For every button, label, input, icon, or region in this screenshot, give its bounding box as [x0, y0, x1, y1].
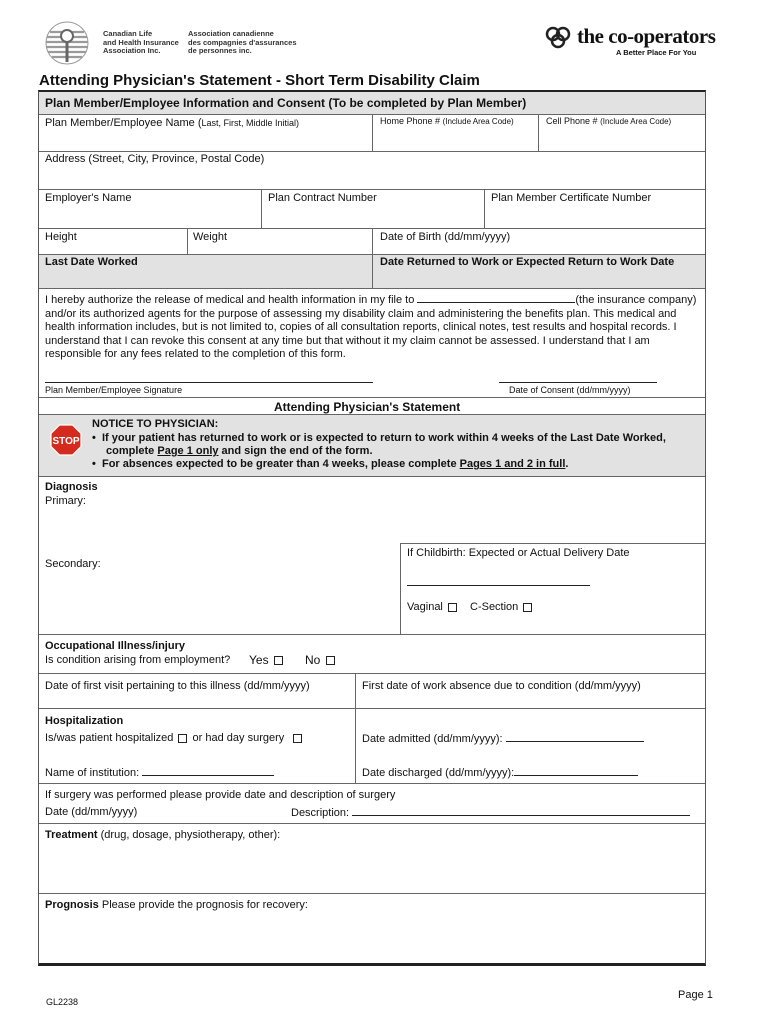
first-visit-field[interactable]: Date of first visit pertaining to this illness (dd/mm/yyyy) — [45, 680, 310, 692]
surgery-description-field[interactable]: Description: — [291, 806, 690, 819]
org-name-french: Association canadienne des compagnies d'assurances de personnes inc. — [188, 29, 297, 55]
brand-tagline: A Better Place For You — [616, 48, 697, 57]
org-name-english: Canadian Life and Health Insurance Association Inc. — [103, 29, 179, 55]
first-absence-field[interactable]: First date of work absence due to condition (dd/mm/yyyy) — [362, 680, 641, 692]
weight-field-label[interactable]: Weight — [193, 231, 228, 243]
notice-bullet-1: • If your patient has returned to work or is expected to return to work within 4 weeks of the Last Date Worked, — [92, 432, 666, 444]
occupational-label: Occupational Illness/injury — [45, 640, 185, 652]
yes-checkbox[interactable]: Yes — [249, 653, 285, 667]
last-date-worked-label[interactable]: Last Date Worked — [45, 256, 138, 268]
institution-field[interactable]: Name of institution: — [45, 766, 274, 779]
name-field-label[interactable]: Plan Member/Employee Name (Last, First, Middle Initial) — [45, 117, 300, 129]
certificate-number-field-label[interactable]: Plan Member Certificate Number — [491, 192, 652, 204]
employer-field-label[interactable]: Employer's Name — [45, 192, 132, 204]
signature-label[interactable]: Plan Member/Employee Signature — [45, 385, 183, 395]
notice-bullet-2: • For absences expected to be greater than 4 weeks, please complete Pages 1 and 2 in full. — [92, 458, 569, 470]
vaginal-checkbox[interactable]: Vaginal — [407, 601, 459, 613]
address-field-label[interactable]: Address (Street, City, Province, Postal Code) — [45, 153, 265, 165]
secondary-diagnosis-field[interactable]: Secondary: — [45, 558, 101, 570]
svg-text:STOP: STOP — [52, 436, 80, 447]
childbirth-date-label: If Childbirth: Expected or Actual Delivery Date — [407, 547, 630, 559]
page-title: Attending Physician's Statement - Short Term Disability Claim — [39, 72, 480, 89]
section2-heading: Attending Physician's Statement — [274, 400, 461, 414]
primary-diagnosis-field[interactable]: Primary: — [45, 495, 86, 507]
arising-question: Is condition arising from employment? — [45, 654, 231, 666]
surgery-date-field[interactable]: Date (dd/mm/yyyy) — [45, 806, 138, 818]
return-to-work-label[interactable]: Date Returned to Work or Expected Return to Work Date — [380, 256, 675, 268]
date-admitted-field[interactable]: Date admitted (dd/mm/yyyy): — [362, 732, 644, 745]
consent-text: I hereby authorize the release of medical and health information in my file to (the insurance company) and/or its authorized agents for the purpose of assessing my disability claim and administering the benefits plan. This medical and health information includes, but is not limited to, copies of all consultation reports, clinical notes, test results and hospital records. I understand that I can revoke this consent at any time but that without it my claim cannot be assessed. I understand that I am responsible for any fees related to the completion of this form. — [45, 294, 697, 360]
treatment-field[interactable]: Treatment (drug, dosage, physiotherapy, other): — [45, 829, 281, 841]
clhia-logo — [44, 20, 90, 66]
page-number: Page 1 — [678, 989, 713, 1001]
brand-name: the co-operators — [577, 24, 716, 48]
section1-heading: Plan Member/Employee Information and Consent (To be completed by Plan Member) — [45, 96, 527, 110]
notice-heading: NOTICE TO PHYSICIAN: — [92, 418, 219, 430]
height-field-label[interactable]: Height — [45, 231, 77, 243]
home-phone-field-label[interactable]: Home Phone # (Include Area Code) — [380, 116, 514, 126]
cooperators-logo-icon — [544, 25, 578, 49]
contract-number-field-label[interactable]: Plan Contract Number — [268, 192, 377, 204]
prognosis-field[interactable]: Prognosis Please provide the prognosis for recovery: — [45, 899, 308, 911]
cell-phone-field-label[interactable]: Cell Phone # (Include Area Code) — [546, 116, 672, 126]
csection-checkbox[interactable]: C-Section — [470, 601, 534, 613]
date-discharged-field[interactable]: Date discharged (dd/mm/yyyy): — [362, 766, 638, 779]
surgery-question: If surgery was performed please provide date and description of surgery — [45, 789, 396, 801]
no-checkbox[interactable]: No — [305, 653, 337, 667]
consent-date-label[interactable]: Date of Consent (dd/mm/yyyy) — [509, 385, 631, 395]
hospitalized-question[interactable]: Is/was patient hospitalized or had day surgery — [45, 732, 304, 744]
insurer-blank[interactable] — [417, 292, 575, 303]
notice-bullets: • If your patient has returned to work or is expected to return to work within 4 weeks of the Last Date Worked, complete Page 1 only and sign the end of the form. • For absences expected to be greater than 4 weeks, please complete Pages 1 and 2 in full. — [92, 432, 666, 470]
hospitalization-label: Hospitalization — [45, 715, 124, 727]
diagnosis-label: Diagnosis — [45, 481, 98, 493]
form-code: GL2238 — [46, 997, 79, 1007]
dob-field-label[interactable]: Date of Birth (dd/mm/yyyy) — [380, 231, 511, 243]
stop-sign-icon — [50, 424, 82, 456]
